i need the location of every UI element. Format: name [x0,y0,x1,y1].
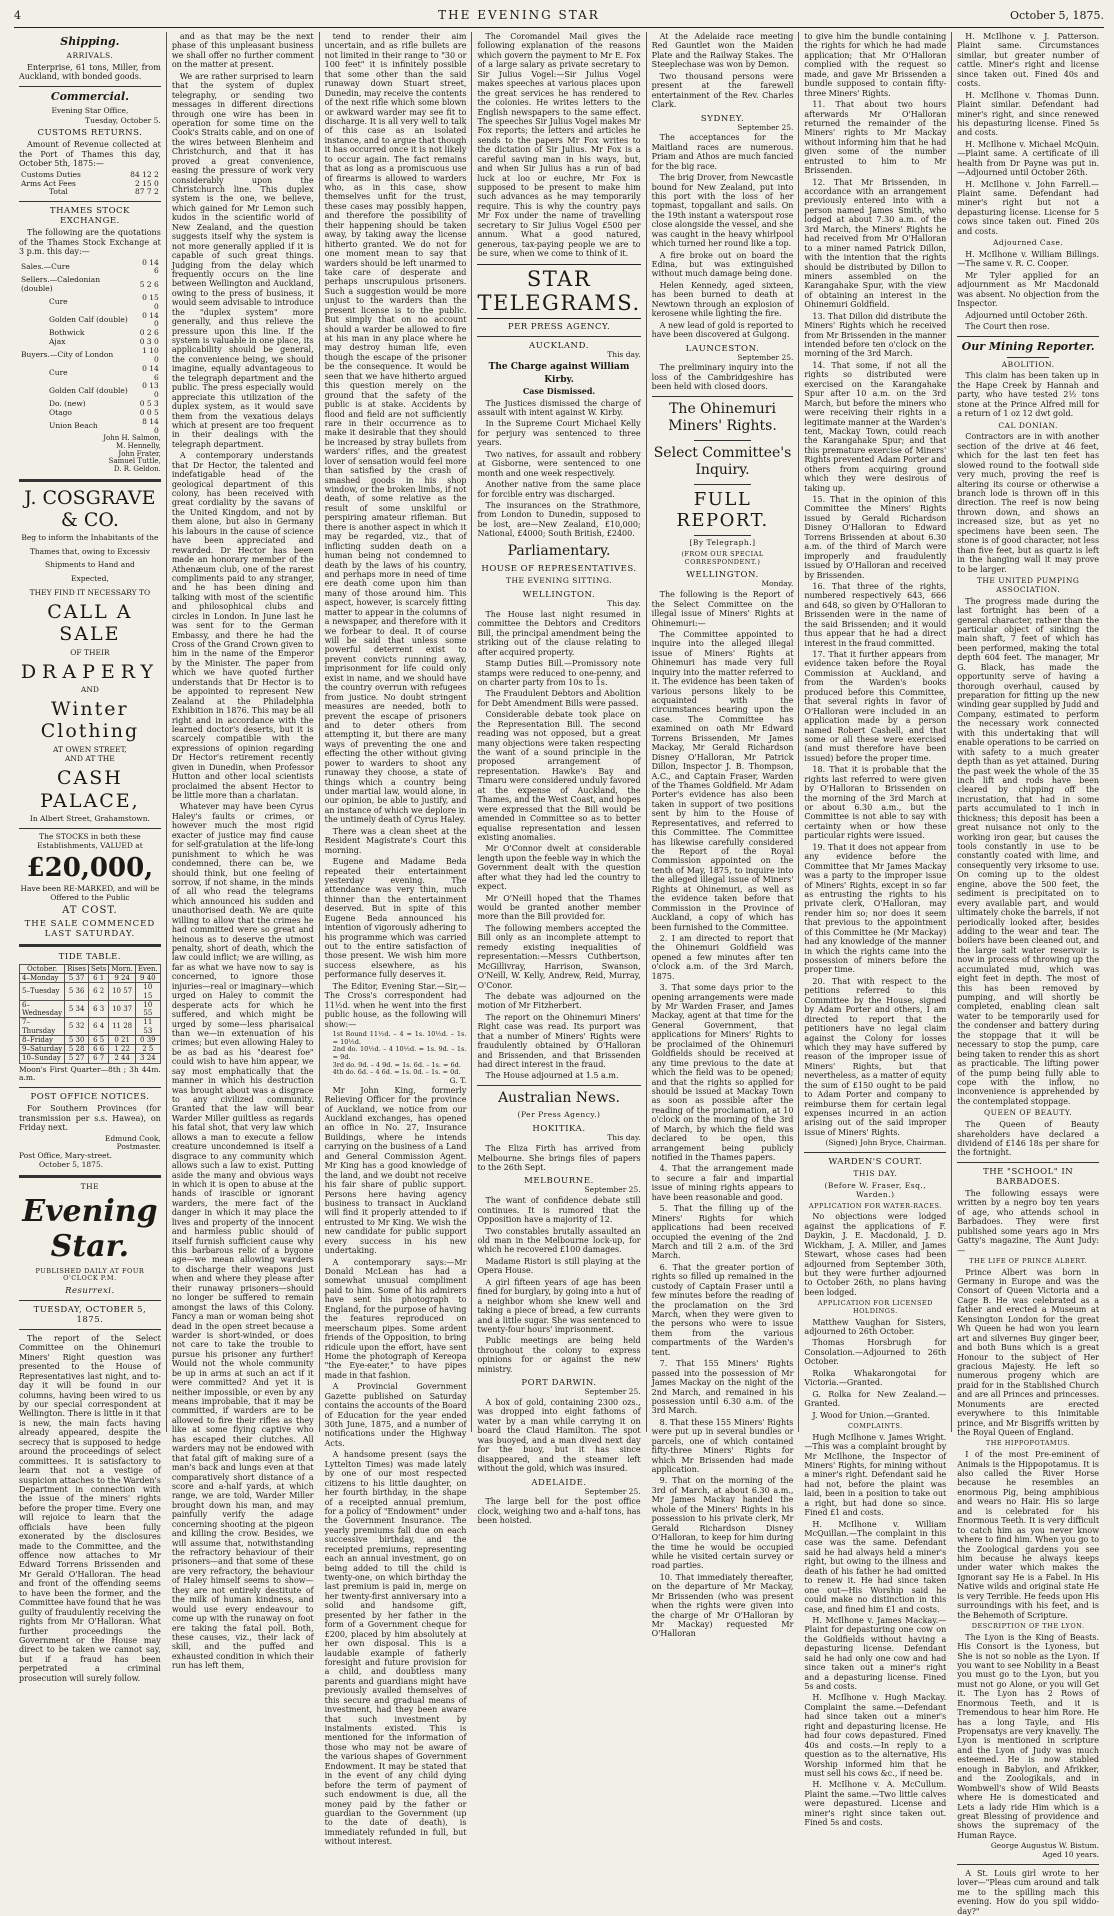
article-paragraph: There was a clean sheet at the Resident Magistrate's Court this morning. [324,826,467,855]
table-row: Customs Duties 84 12 2 [21,169,159,179]
masthead-date: October 5, 1875. [1009,9,1104,22]
article-paragraph: We are rather surprised to learn that the system of duplex telegraphy, or sending two messages in different directions through one wire has been in operation for some time on the Cook's Straits cable, and on one of the wires between Blenheim and Christchurch, and that it has proved a great convenience, easing the pressure of work very considerably upon the Christchurch line. This duplex system is the one, we believe, which gained for Mr Lemon such kudos in the scientific world of New Zealand, and the question suggests itself why the system is not more generally applied if it is capable of such great things. Judging from the delay which frequently occurs on the line between Wellington and Auckland, owing to the press of business, it would seem advisable to introduce the "duplex system" more generally, and thus relieve the pressure upon this line. If the system is valuable in one place, its applicability should be general, the convenience being, we should imagine, equally advantageous to the telegraph department and the public. The press especially would appreciate this utilization of the duplex system, as it would save them from the vexatious delays which at present are too frequent in their dealings with the telegraph department. [171,71,314,449]
nameplate: Evening Star. [22,1193,158,1265]
customs-table [19,171,161,198]
moon-line: Moon's First Quarter—8th ; 3h 44m. a.m. [19,1064,161,1083]
page-number: 4 [14,9,21,22]
customs-intro: Amount of Revenue collected at the Port of Thames this day, October 5th, 1875:— [19,140,161,169]
tide-table [19,964,161,1064]
customs-heading: CUSTOMS RETURNS. [37,128,143,139]
divider [19,944,161,947]
wardens-court-heading: WARDEN'S COURT. [828,1157,923,1168]
table-row: 10–Sunday 5 27 6 7 2 44 3 24 [20,1054,161,1063]
issue-date: TUESDAY, OCTOBER 5, 1875. [33,1304,147,1325]
columns [14,32,1104,1916]
post-office-heading: POST OFFICE NOTICES. [30,1092,150,1103]
table-row: Sellers.—Caledonian (double) 5 2 6 [21,275,159,294]
table-row: 9–Saturday 5 28 6 6 1 22 2 5 [20,1045,161,1054]
article-paragraph: The Coromandel Mail gives the following explanation of the reasons which govern the payment to Mr E. Fox of a large salary as private secretary to Sir Julius Vogel:—Sir Julius Vogel makes speeches at various places upon the great services he has rendered to the colonies. He writes letters to the English newspapers to the same effect. The speeches Sir Julius Vogel makes Mr Fox reports; the letters and articles he sends to the papers Mr Fox writes to the dictation of Sir Julius. Mr Fox is a careful saving man in his ways, but, and when Sir Julius has a run of bad luck at loo or euchre, Mr Fox is supposed to be present to make him such advances as he may temporarily require. This is why the country pays Mr Fox under the name of travelling secretary to Sir Julius Vogel £500 per annum. What a good natured, generous, tax-paying people we are to be sure, when we come to think of it. [477,32,641,259]
article-paragraph: and as that may be the next phase of this unpleasant business we shall offer no further comment on the matter at present. [171,32,314,70]
table-row: Golden Calf (double) 0 13 0 [49,381,159,400]
article-paragraph: Eugene and Madame Beda repeated their entertainment yesterday evening. The attendance was very thin, much thinner than the entertainment deserved. But in spite of this Eugene Beda announced his intention of vigorously adhering to his programme which was carried out to the entire satisfaction of those present. We wish him more success elsewhere, as his performance fully deserves it. [324,857,467,980]
table-row: 8–Friday 5 30 6 5 0 21 0 39 [20,1035,161,1044]
table-row: Arms Act Fees 2 15 0 [21,178,159,188]
table-row: Buyers.—City of London 1 10 0 [21,345,159,364]
office-line: Evening Star Office, [51,105,129,115]
table-row: Union Beach 8 14 0 [49,416,159,435]
star-telegrams-heading: STAR TELEGRAMS. [477,264,640,320]
table-row: Cure 0 15 0 [49,292,159,311]
select-committee-heading: Select Committee's Inquiry. [653,444,792,479]
rounds-list: 1st Round 11½d. – 4 = 1s. 10½d. – 1s. = 10½d. 2nd do. 10½d. – 4 10½d. = 1s. 9d. – 1s. = 9d. 3rd do. 9d. – 4 9d. = 1s. 6d. – 1s. = 6d. 4th do. 6d. – 4 6d. = 1s. 0d. – 1s. = 0d. [332,1029,467,1077]
office-date: Tuesday, October 5. [85,115,161,125]
divider [19,86,161,87]
arrivals-text: Enterprise, 61 tons, Miller, from Auckland, with bonded goods. [19,62,161,82]
table-row: October. Rises Sets Morn. Even. [20,964,161,973]
column-2 [167,32,320,1671]
column-1: Shipping. ARRIVALS. Enterprise, 61 tons, Miller, from Auckland, with bonded goods. Commercial. Evening Star Office, Tuesday, October 5. CUSTOMS RETURNS. Amount of Revenue collected at the Port of Thames this day, October 5th, 1875:— Customs Duties 84 12 2 Arms Act Fees 2 15 0 Total 87 7 2 THAMES STOCK EXCHANGE. The following are the quotations of the Thames Stock Exchange at 3 p.m. this day:— Sales.—Cure 0 14 6 Sellers.—Caledonian (double) 5 2 6 Cure 0 15 0 Golden Calf (double) 0 14 0 Bothwick 0 2 6 Ajax 0 3 0 Buyers.—City of London 1 10 0 Cure 0 14 6 Golden Calf (double) 0 13 0 Do. (new) 0 5 3 Otago 0 0 5 Union Beach 8 14 0 John H. Salmon, M. Hennelly, John Frater, Samuel Tuttle, D. R. Geldon. J. COSGRAVE & CO. Beg to inform the Inhabitants of the Thames that, owing to Excessiv Shipments to Hand and Expected, THEY FIND IT NECESSARY TO CALL A SALE OF THEIR DRAPERY AND Winter Clothing AT OWEN STREET, AND AT THE CASH PALACE, In Albert Street, Grahamstown. The STOCKS in both these Establishments, VALUED at £20,000, Have been RE-MARKED, and will be Offered to the Public AT COST. THE SALE COMMENCED LAST SATURDAY. TIDE TABLE. October. Rises Sets Morn. Even. 4–Monday 5 37 6 1 9 24 9 40 5–Tuesday 5 36 6 2 10 57 10 15 6–Wednesday 5 34 6 3 10 37 10 55 7–Thursday 5 32 6 4 11 28 11 53 8–Friday 5 30 6 5 0 21 0 39 9–Saturday 5 28 6 6 1 22 2 5 10–Sunday 5 27 6 7 2 44 3 24 Moon's First Quarter—8th ; 3h 44m. a.m. POST OFFICE NOTICES. For Southern Provinces (for transmission per s.s. Hawea), on Friday next. Edmund Cook, Postmaster. Post Office, Mary-street. October 5, 1875. THE Evening Star. PUBLISHED DAILY AT FOUR O'CLOCK P.M. Resurrexi. TUESDAY, OCTOBER 5, 1875. The report of the Select Committee on the Ohinemuri Miners' Right question was presented to the House of Representatives last night, and to-day it will be found in our columns, having been wired to us by our special correspondent at Wellington. There is little in it that is new, the main facts having already appeared, despite the secrecy that is supposed to hedge around the proceedings of select committees. It is satisfactory to learn that not a vestige of suspicion attaches to the Warden's Department in connection with the issue of the miners' rights before the proper time. Every one will rejoice to learn that the officials have been fully exonerated by the disclosures made to the Committee, and the offence now attaches to Mr Edward Torrens Brissenden and Mr Gerald O'Halloran. The head and front of the offending seems to have been the former, and the Committee have found that he was guilty of fraudulently receiving the rights from Mr O'Halloran. What further proceedings the Government or the House may direct to be taken we cannot say, but if a fraud has been perpetrated a criminal prosecution will surely follow. [14,32,167,1432]
masthead-title: THE EVENING STAR [438,8,600,22]
article-paragraph: A Provincial Government Gazette published on Saturday contains the accounts of the Board of Education for the year ended 30th June, 1875, and a number of notifications under the Highway Acts. [324,1382,467,1448]
arrivals-heading: ARRIVALS. [66,50,114,60]
table-row: 4–Monday 5 37 6 1 9 24 9 40 [20,974,161,983]
article-paragraph: A contemporary says:—Mr Donald McLean has had a somewhat unusual compliment paid to him. Some of his admirers have sent his photograph to England, for the purpose of having the features reproduced on meerschaum pipes. Some ardent friends of the Opposition, to bring ridicule upon the effort, have sent Home the photograph of Kereopa "the Eye-eater," to have pipes made in that fashion. [324,1257,467,1380]
column-6: to give him the bundle containing the rights for which he had made application; that Mr O'Halloran complied with the request so made, and gave Mr Brissenden a bundle supposed to contain fifty-three Miners' Rights. 11. That about two hours afterwards Mr O'Halloran returned the remainder of the Miners' rights to Mr Mackay without informing him that he had given some of the number entrusted to him to Mr Brissenden. 12. That Mr Brissenden, in accordance with an arrangement previously entered into with a person named James Smith, who lodged at about 7.30 a.m. of the 3rd March, the Miners' Rights he had received from Mr O'Halloran to a miner named Patrick Dillon, with the intention that the rights should be distributed by Dillon to miners assembled on the Karangahake Spur, with the view of obtaining an interest in the Ohinemuri Goldfield. 13. That Dillon did distribute the Miners' Rights which he received from Mr Brissenden in the manner intended before ten o'clock on the morning of the 3rd March. 14. That some, if not all the rights so distributed were exercised on the Karangahake Spur after 10 a.m. on the 3rd March, but before the miners who were receiving their rights in a legitimate manner at the Warden's tent, Mackay Town, could reach the Karangahake Spur; and that this premature exercise of Miners' Rights prevented Adam Porter and others from acquiring ground which they were desirous of taking up. 15. That in the opinion of this Committee the Miners' Rights issued by Gerald Richardson Disney O'Halloran to Edward Torrens Brissenden at about 6.30 a.m. of the third of March were improperly and fraudulently issued by O'Halloran and received by Brissenden. 16. That three of the rights, numbered respectively 643, 666 and 648, so given by O'Halloran to Brissenden were in the name of the said Brissenden; and it would thus appear that he had a direct interest in the fraud committed. 17. That it further appears from evidence taken before the Royal Commission at Auckland, and from the Warden's books produced before this Committee, that several rights in favor of O'Halloran were included in an application made by a person named Robert Cashell, and that some or all these were exercised (and must therefore have been issued) before the proper time. 18. That it is probable that the rights last referred to were given by O'Halloran to Brissenden on the morning of the 3rd March at or about 6.30 a.m., but the Committee is not able to say with certainty when or how these particular rights were issued. 19. That it does not appear from any evidence before the Committee that Mr James Mackay was a party to the improper issue of Miners' Rights, except in so far as entrusting the rights to his private clerk, O'Halloran, may render him so; nor does it seem that previous to the appointment of this Committee he (Mr Mackay) had any knowledge of the manner in which the rights came into the possession of miners before the proper time. 20. That with respect to the petitions referred to this Committee by the House, signed by Adam Porter and others, I am directed to report that the petitioners have no legal claim against the Colony for losses which they may have suffered by reason of the improper issue of Miners' Rights, but that nevertheless, as a matter of equity the sum of £150 ought to be paid to Adam Porter and company to reimburse them for certain legal expenses incurred in an action arising out of the said improper issue of Miners' Rights. (Signed) John Bryce, Chairman. WARDEN'S COURT. THIS DAY. (Before W. Fraser, Esq., Warden.) APPLICATION FOR WATER-RACES. No objections were lodged against the applications of F. Daykin, J. E. Macdonald, J. D. Wickham, J. A. Miller, and James Stewart, whose cases had been adjourned from September 30th, but they were further adjourned to October 26th, no plans having been lodged. APPLICATION FOR LICENSED HOLDINGS. Matthew Vaughan for Sisters, adjourned to 26th October. Thomas Horsbrugh for Consolation.—Adjourned to 26th October. Rolka Whakarongotai for Victoria.—Granted. G. Rolka for New Zealand.—Granted. J. Wood for Union.—Granted. COMPLAINTS. Hugh McIlhone v. James Wright.—This was a complaint brought by Mr McIlhone, the Inspector of Miners' Rights, for mining without a miner's right. Defendant said he had not, before the plaint was laid, been in a position to take out a right, but had done so since. Fined £1 and costs. H. McIlhone v. William McQuillan.—The complaint in this case was the same. Defendant said he had always held a miner's right, but owing to the illness and death of his father he had omitted to renew it. He had since taken one out—His Worship said he could make no distinction in this case, and fined him £1 and costs. H. McIlhone v. James Mackay.—Plaint for depasturing one cow on the Goldfields without having a depasturing license. Defendant said he had only one cow and had since taken out a miner's right and a depasturing license. Fined 5s and costs. H. McIlhone v. Hugh Mackay. Complaint the same.—Defendant had since taken out a miner's right and depasturing license. He had four cows depastured. Fined 40s and costs.—In reply to a question as to the alternative, His Worship informed him that he must sell his cows &c., if need be. H. McIlhone v. A. McCullum. Plaint the same.—Two little calves were depastured. License and miner's right since taken out. Fined 5s and costs. [799,32,952,1432]
article-paragraph: The Editor, Evening Star.—Sir,—The Cross's correspondent had 11½d. when he went into the first public house, as the following will show:— [324,981,467,1029]
table-row: 6–Wednesday 5 34 6 3 10 37 10 55 [20,1000,161,1018]
article-paragraph: tend to render their aim uncertain, and as rifle bullets are not limited in their range to "30 or 100 feet" it is infinitely possible that some other than the said runaway down Stuart street, Dunedin, may receive the contents of the next rifle which some blown or awkward warder may see fit to discharge. It is all very well to talk of this case as an isolated instance, and to argue that though it has occurred once it is not likely to occur again. The fact remains that as long as a promiscuous use of firearms is allowed to warders who, as in this case, show themselves unfit for the trust, these cases may possibly happen, and therefore the possibility of their happening should be taken away, by taking away the license hitherto granted. We do not for one moment mean to say that warders should be left unarmed to take care of desperate and perhaps unscrupulous prisoners. Such a suggestion would be more unjust to the warders than the present license is to the public. But simply that on no account should a warder be allowed to fire at his man in any place where he may destroy human life, even though the escape of the prisoner be the consequence. It would be seen that we have hitherto argued this question merely on the ground that the safety of the public is at stake. Accidents by flood and field are not sufficiently rare in their occurrence as to make it desirable that they should be increased by stray bullets from warders' rifles, and the greatest lover of sensation would feel more than satisfied by the crash of smashed goods in his shop window, or the broken limbs, if not death, of some relative as the result of some unskilful or perspiring amateur rifleman. But there is another aspect in which it may be regarded, viz., that of inflicting sudden death on a human being not condemned to death by the laws of his country, and perhaps more in need of time ere death come upon him than many of those around him. This aspect, however, is scarcely fitting matter to appear in the columns of a newspaper, and therefore with it we forbear to deal. It of course will be said that unless some powerful deterrent exist to prevent convicts running away, imprisonment for life could only exist in name, and we should have the country overrun with refugees from justice. No doubt stringent measures are needed, both to prevent the escape of prisoners and to deter others from attempting it, but there are many ways of preventing the one and effecting the other without giving power to warders to shoot any runaway they choose, a state of things which a country being under martial law, would alone, in our opinion, be able to justify, and an instance of which we deplore in the untimely death of Cyrus Haley. [324,32,467,825]
table-row: Golden Calf (double) 0 14 0 [49,310,159,329]
leader-article: The report of the Select Committee on the Ohinemuri Miners' Right question was presented to the House of Representatives last night, and to-day it will be found in our columns, having been wired to us by our special correspondent at Wellington. There is little in it that is new, the main facts having already appeared, despite the secrecy that is supposed to hedge around the proceedings of select committees. It is satisfactory to learn that not a vestige of suspicion attaches to the Warden's Department in connection with the issue of the miners' rights before the proper time. Every one will rejoice to learn that the officials have been fully exonerated by the disclosures made to the Committee, and the offence now attaches to Mr Edward Torrens Brissenden and Mr Gerald O'Halloran. The head and front of the offending seems to have been the former, and the Committee have found that he was guilty of fraudulently receiving the rights from Mr O'Halloran. What further proceedings the Government or the House may direct to be taken we cannot say, but if a fraud has been perpetrated a criminal prosecution will surely follow. [19,1333,161,1683]
column-3: tend to render their aim uncertain, and as rifle bullets are not limited in their range to "30 or 100 feet" it is infinitely possible that some other than the said runaway down Stuart street, Dunedin, may receive the contents of the next rifle which some blown or awkward warder may see fit to discharge. It is all very well to talk of this case as an isolated instance, and to argue that though it has occurred once it is not likely to occur again. The fact remains that as long as a promiscuous use of firearms is allowed to warders who, as in this case, show themselves unfit for the trust, these cases may possibly happen, and therefore the possibility of their happening should be taken away, by taking away the license hitherto granted. We do not for one moment mean to say that warders should be left unarmed to take care of desperate and perhaps unscrupulous prisoners. Such a suggestion would be more unjust to the warders than the present license is to the public. But simply that on no account should a warder be allowed to fire at his man in any place where he may destroy human life, even though the escape of the prisoner be the consequence. It would be seen that we have hitherto argued this question merely on the ground that the safety of the public is at stake. Accidents by flood and field are not sufficiently rare in their occurrence as to make it desirable that they should be increased by stray bullets from warders' rifles, and the greatest lover of sensation would feel more than satisfied by the crash of smashed goods in his shop window, or the broken limbs, if not death, of some relative as the result of some unskilful or perspiring amateur rifleman. But there is another aspect in which it may be regarded, viz., that of inflicting sudden death on a human being not condemned to death by the laws of his country, and perhaps more in need of time ere death come upon him than many of those around him. This aspect, however, is scarcely fitting matter to appear in the columns of a newspaper, and therefore with it we forbear to deal. It of course will be said that unless some powerful deterrent exist to prevent convicts running away, imprisonment for life could only exist in name, and we should have the country overrun with refugees from justice. No doubt stringent measures are needed, both to prevent the escape of prisoners and to deter others from attempting it, but there are many ways of preventing the one and effecting the other without giving power to warders to shoot any runaway they choose, a state of things which a country being under martial law, would alone, in our opinion, be able to justify, and an instance of which we deplore in the untimely death of Cyrus Haley. There was a clean sheet at the Resident Magistrate's Court this morning. Eugene and Madame Beda repeated their entertainment yesterday evening. The attendance was very thin, much thinner than the entertainment deserved. But in spite of this Eugene Beda announced his intention of vigorously adhering to his programme which was carried out to the entire satisfaction of those present. We wish him more success elsewhere, as his performance fully deserves it. The Editor, Evening Star.—Sir,—The Cross's correspondent had 11½d. when he went into the first public house, as the following will show:— 1st Round 11½d. – 4 = 1s. 10½d. – 1s. = 10½d. 2nd do. 10½d. – 4 10½d. = 1s. 9d. – 1s. = 9d. 3rd do. 9d. – 4 9d. = 1s. 6d. – 1s. = 6d. 4th do. 6d. – 4 6d. = 1s. 0d. – 1s. = 0d. G. T. Mr John King, formerly Relieving Officer for the province of Auckland, we notice from our Auckland exchanges, has opened an office in No. 27, Insurance Buildings, where he intends carrying on the business of a Land and General Commission Agent. Mr King has a good knowledge of the land, and we doubt not receive his fair share of public support. Persons here having agency business to transact in Auckland will find it properly attended to if entrusted to Mr King. We wish the new candidate for public support every success in his new undertaking. A contemporary says:—Mr Donald McLean has had a somewhat unusual compliment paid to him. Some of his admirers have sent his photograph to England, for the purpose of having the features reproduced on meerschaum pipes. Some ardent friends of the Opposition, to bring ridicule upon the effort, have sent Home the photograph of Kereopa "the Eye-eater," to have pipes made in that fashion. A Provincial Government Gazette published on Saturday contains the accounts of the Board of Education for the year ended 30th June, 1875, and a number of notifications under the Highway Acts. A handsome present (says the Lyttelton Times) was made lately by one of our most respected citizens to his little daughter, on her fourth birthday, in the shape of a receipted annual premium, for a policy of "Endowment" under the Government Insurance. The yearly premiums fall due on each successive birthday, and the receipted premiums, representing each an annual investment, go on being added to till the child is twenty-one, on which birthday the last premium is paid in, merge on her twenty-first anniversary into a solid and handsome gift, presented by her father in the form of a Government cheque for £200, placed by him absolutely at her own disposal. This is a laudable example of fatherly foresight and future provision for a child, and doubtless many parents and guardians might have previously availed themselves of this secure and gradual means of investment, had they been aware that such investment by instalments existed. This is mentioned for the information of those who may not be aware of the various shapes of Government Endowment. It may be stated that in the event of any child dying before the term of payment of such endowment is due, all the money paid by the father or guardian to the Government (up to the date of death), is immediately refunded in full, but without interest. [320,32,473,1432]
cosgrave-advertisement: J. COSGRAVE & CO. Beg to inform the Inhabitants of the Thames that, owing to Excessiv Shipments to Hand and Expected, THEY FIND IT NECESSARY TO CALL A SALE OF THEIR DRAPERY AND Winter Clothing AT OWEN STREET, AND AT THE CASH PALACE, In Albert Street, Grahamstown. The STOCKS in both these Establishments, VALUED at £20,000, Have been RE-MARKED, and will be Offered to the Public AT COST. THE SALE COMMENCED LAST SATURDAY. [20,486,160,939]
ad-firm-name: J. COSGRAVE & CO. [24,486,156,532]
article-paragraph: A handsome present (says the Lyttelton Times) was made lately by one of our most respected citizens to his little daughter, on her fourth birthday, in the shape of a receipted annual premium, for a policy of "Endowment" under the Government Insurance. The yearly premiums fall due on each successive birthday, and the receipted premiums, representing each an annual investment, go on being added to till the child is twenty-one, on which birthday the last premium is paid in, merge on her twenty-first anniversary into a solid and handsome gift, presented by her father in the form of a Government cheque for £200, placed by him absolutely at her own disposal. This is a laudable example of fatherly foresight and future provision for a child, and doubtless many parents and guardians might have previously availed themselves of this secure and gradual means of investment, had they been aware that such investment by instalments existed. This is mentioned for the information of those who may not be aware of the various shapes of Government Endowment. It may be stated that in the event of any child dying before the term of payment of such endowment is due, all the money paid by the father or guardian to the Government (up to the date of death), is immediately refunded in full, but without interest. [324,1450,467,1847]
article-paragraph: A contemporary understands that Dr Hector, the talented and indefatigable head of the geological department of this colony, has been received with great cordiality by the savans of the United Kingdom, and not by them alone, but also in Germany his labours in the cause of science have been appreciated and rewarded. Dr Hector has been made an honorary member of the Athenæum club, one of the rarest compliments paid to any stranger, and he has been dining and talking with most of the scientific and philosophical clubs and circles in London. In June last he was sent for to the German Embassy, and there he had the Cross of the Grand Crown given to him in the name of the Emperor by the Minister. The paper from which we have quoted further understands that Dr Hector is to be appointed to represent New Zealand at the Philadelphia Exhibition in 1876. This may be all right and in accordance with the learned doctor's deserts, but it is scarcely compatible with the expressions of opinion regarding Dr Hector's retirement recently given in Dunedin, when Professor Hutton and other local scientists proclaimed the absent Hector to be little more than a charlatan. [171,451,314,800]
school-barbadoes-heading: THE "SCHOOL" IN BARBADOES. [983,1166,1074,1187]
stock-table [19,259,161,436]
table-row: Otago 0 0 5 [49,407,159,417]
column-5: At the Adelaide race meeting Red Gauntlet won the Maiden Plate and the Railway Stakes. The Steeplechase was won by Demon. Two thousand persons were present at the farewell entertainment of the Rev. Charles Clark. SYDNEY. September 25. The acceptances for the Maitland races are numerous. Priam and Athos are much fancied for the big race. The brig Drover, from Newcastle bound for New Zealand, put into this port with the loss of her topmast, topgallant and sails. On the 19th instant a waterspout rose close alongside the vessel, and she was caught in the heavy whirlpool which turned her round like a top. A fire broke out on board the Edina, but was extinguished without much damage being done. Helen Kennedy, aged sixteen, has been burned to death at Newtown through an explosion of kerosene while lighting the fire. A new lead of gold is reported to have been discovered at Gulgong. LAUNCESTON. September 25. The preliminary inquiry into the loss of the Cambridgeshire has been held with closed doors. The Ohinemuri Miners' Rights. Select Committee's Inquiry. FULL REPORT. [By Telegraph.] (FROM OUR SPECIAL CORRESPONDENT.) WELLINGTON. Monday. The following is the Report of the Select Committee on the illegal issue of Miners' Rights at Ohinemuri:— The Committee appointed to inquire into the alleged illegal issue of Miners' Rights at Ohinemuri has made very full inquiry into the matter referred to it. The evidence has been taken of various persons likely to be acquainted with the circumstances bearing upon the case. The Committee has examined on oath Mr Edward Torrens Brissenden, Mr James Mackay, Mr Gerald Richardson Disney O'Halloran, Mr Patrick Dillon, Inspector J. B. Thompson, A.C., and Captain Fraser, Warden of the Thames Goldfield. Mr Adam Porter's evidence has also been taken in support of two positions sent by him to the House of Representatives, and referred to this Committee. The Committee has likewise carefully considered the Report of the Royal Commission appointed on the tenth of May, 1875, to inquire into the alleged illegal issue of Miners' Rights at Ohinemuri, as well as the evidence taken before that Commission in the Province of Auckland, a copy of which has been furnished to the Committee. 2. I am directed to report that the Ohinemuri Goldfield was opened a few minutes after ten o'clock a.m. of the 3rd March, 1875. 3. That some days prior to the opening arrangements were made by Mr Warden Fraser, and James Mackay, agent at that time for the General Government, that applications for Miners' Rights to be proclaimed of the Ohinemuri Goldfields should be received at any time previous to the date at which the field was to be opened; and that the rights so applied for should be issued at Mackay Town as soon as possible after the reading of the proclamation, at 10 o'clock on the morning of the 3rd of March, by which the field was declared to be open, this arrangement being publicly notified in the Thames papers. 4. That the arrangement made to secure a fair and impartial issue of mining rights appears to have been reasonable and good. 5. That the filling up of the Miners' Rights for which applications had been received occupied the evening of the 2nd March and till 2 a.m. of the 3rd March. 6. That the greater portion of rights so filled up remained in the custody of Captain Fraser until a few minutes before the reading of the proclamation on the 3rd March, when they were given to the persons who were to issue them from the various compartments of the Warden's tent. 7. That 155 Miners' Rights passed into the possession of Mr James Mackay on the night of the 2nd March, and remained in his possession until 6.30 a.m. of the 3rd March. 8. That these 155 Miners' Rights were put up in several bundles or parcels, one of which contained fifty-three Miners' Rights for which Mr Brissenden had made application. 9. That on the morning of the 3rd of March, at about 6.30 a.m., Mr James Mackay handed the whole of the Miners' Rights in his possession to his private clerk, Mr Gerald Richardson Disney O'Halloran, to keep for him during the time he would be occupied while he visited certain survey or road parties. 10. That immediately thereafter, on the departure of Mr Mackay, Mr Brissenden (who was present when the rights were given into the charge of Mr O'Halloran by Mr Mackay) requested Mr O'Halloran [647,32,800,1432]
mining-reporter-heading: Our Mining Reporter. [961,339,1095,353]
ohinemuri-heading: The Ohinemuri Miners' Rights. [668,400,777,435]
masthead [14,8,1104,28]
table-row: Sales.—Cure 0 14 6 [21,257,159,276]
commercial-heading: Commercial. [50,89,129,103]
stock-heading: THAMES STOCK EXCHANGE. [49,206,130,227]
stock-intro: The following are the quotations of the Thames Stock Exchange at 3 p.m. this day:— [19,228,161,257]
broker-signatures: John H. Salmon, M. Hennelly, John Frater, Samuel Tuttle, D. R. Geldon. [103,434,161,474]
table-row: 5–Tuesday 5 36 6 2 10 57 10 15 [20,983,161,1001]
column-4: The Coromandel Mail gives the following explanation of the reasons which govern the payment to Mr E. Fox of a large salary as private secretary to Sir Julius Vogel:—Sir Julius Vogel makes speeches at various places upon the great services he has rendered to the colonies. He writes letters to the English newspapers to the same effect. The speeches Sir Julius Vogel makes Mr Fox reports; the letters and articles he sends to the papers Mr Fox writes to the dictation of Sir Julius. Mr Fox is a careful saving man in his ways, but, and when Sir Julius has a run of bad luck at loo or euchre, Mr Fox is supposed to be present to make him such advances as he may temporarily require. This is why the country pays Mr Fox under the name of travelling secretary to Sir Julius Vogel £500 per annum. What a good natured, generous, tax-paying people we are to be sure, when we come to think of it. STAR TELEGRAMS. PER PRESS AGENCY. AUCKLAND. This day. The Charge against William Kirby. Case Dismissed. The Justices dismissed the charge of assault with intent against W. Kirby. In the Supreme Court Michael Kelly for perjury was sentenced to three years. Two natives, for assault and robbery at Gisborne, were sentenced to one month and one week respectively. Another native from the same place for forcible entry was discharged. The insurances on the Strathmore, from London to Dunedin, supposed to be lost, are—New Zealand, £10,000; National, £4000; South British, £2400. Parliamentary. HOUSE OF REPRESENTATIVES. THE EVENING SITTING. WELLINGTON. This day. The House last night resumed in committee the Debtors and Creditors Bill, the principal amendment being the striking out of the clause relating to after acquired property. Stamp Duties Bill.—Promissory note stamps were reduced to one-penny, and on charter party from 10s to 1s. The Fraudulent Debtors and Abolition for Debt Amendment Bills were passed. Considerable debate took place on the Representation Bill. The second reading was not opposed, but a great many objections were taken respecting the want of a sound principle in the proposed arrangement of representation. Hawke's Bay and Timaru were considered unduly favored at the expense of Auckland, the Thames, and the West Coast, and hopes were expressed that the Bill would be amended in Committee so as to better equalise representation and lessen existing anomalies. Mr O'Connor dwelt at considerable length upon the feeble way in which the Government dealt with the question after what they had led the country to expect. Mr O'Neill hoped that the Thames would be granted another member more than the Bill provided for. The following members accepted the Bill only as an incomplete attempt to remedy existing inequalities of representation:—Messrs Cuthbertson, McGillivray, Harrison, Swanson, O'Neill, W. Kelly, Andrew, Reid, Murray, O'Conor. The debate was adjourned on the motion of Mr Fitzherbert. The report on the Ohinemuri Miners' Right case was read. Its purport was that a number of Miners' Rights were fraudulently obtained by O'Halloran and Brissenden, and that Brissenden had direct interest in the fraud. The House adjourned at 1.5 a.m. Australian News. (Per Press Agency.) HOKITIKA. This day. The Eliza Firth has arrived from Melbourne. She brings files of papers to the 26th Sept. MELBOURNE. September 25. The want of confidence debate still continues. It is rumored that the Opposition have a majority of 12. Two constables brutally assaulted an old man in the Melbourne lock-up, for which he recovered £100 damages. Madame Ristori is still playing at the Opera House. A girl fifteen years of age has been fined for burglary, by going into a hut of a neighbor whom she knew well and taking a piece of bread, a few currants and a little sugar. She was sentenced to twenty-four hours' imprisonment. Public meetings are being held throughout the colony to express opinions for or against the new ministry. PORT DARWIN. September 25. A box of gold, containing 2300 ozs., was dropped into eight fathoms of water by a man while carrying it on board the Claud Hamilton. The spot was buoyed, and a man dived next day for the buoy, but it has since disappeared, and the steamer left without the gold, which was insured. ADELAIDE. September 25. The large bell for the post office clock, weighing two and a-half tons, has been hoisted. [472,32,646,1432]
divider [19,201,161,202]
shipping-heading: Shipping. [60,35,120,48]
table-row: 7–Thursday 5 32 6 4 11 28 11 53 [20,1018,161,1036]
divider [19,479,161,482]
full-report-heading: FULL REPORT. [676,488,769,531]
table-row: Do. (new) 0 5 3 [49,399,159,409]
australian-news-heading: Australian News. [498,1089,620,1106]
column-7: H. McIlhone v. J. Patterson. Plaint same. Circumstances similar, but greater number of cattle. Miner's right and license since taken out. Fined 40s and costs. H. McIlhone v. Thomas Dunn. Plaint similar. Defendant had miner's right, and since renewed his depasturing license. Fined 5s and costs. H. McIlhone v. Michael McQuin.—Plaint same. A certificate of ill health from Dr Payne was put in.—Adjourned until October 26th. H. McIlhone v. John Farrell.—Plaint same. Defendant had miner's right but not a depasturing license. License for 5 cows since taken out. Fined 20s and costs. Adjourned Case. H. McIlhone v. William Billings.—The same v. R. C. Cooper. Mr Tyler applied for an adjournment as Mr Macdonald was absent. No objection from the Inspector. Adjourned until October 26th. The Court then rose. Our Mining Reporter. ABOLITION. This claim has been taken up in the Hape Creek by Hannah and party, who have tested 2½ tons stone at the Prince Alfred mill for a return of 1 oz 12 dwt gold. CAL DONIAN. Contractors are in with another section of the drive at 46 feet, which for the last ten feet has slowed round to the footwall side very much, proving the reef is altering its course or otherwise a branch lode is thrown off in this direction. The reef is now being thrown down, and shows an increased size, but as yet no specimens have been seen. The stone is of good character, not less than five feet, but as quartz is left in the hanging wall it may prove to be larger. THE UNITED PUMPING ASSOCIATION. The progress made during the last fortnight has been of a general character, rather than the particular object of sinking the main shaft, 7 feet of which has been performed, making the total depth 604 feet. The manager, Mr G. Black, has made the opportunity serve of having a thorough overhaul, caused by preparation for fitting up the new winding gear supplied by Judd and Company, estimated to perform the necessary work connected with this undertaking that will enable operations to be carried on with safety to a much greater depth than as yet attained. During the past week the whole of the 35 inch lift and rods have been cleared by chipping off the incrustation, that had in some parts accumulated to 1 inch in thickness; this deposit has been a great nuisance not only to the working iron gear, but causes the tools constantly in use to be constantly coated with lime, and consequently very irksome to use. On coming up to the oldest engine, above the 500 feet, the sediment is precipitated on to every available part, and would ultimately choke the barrels, if not periodically looked after, besides adding to the wear and tear. The boilers have been cleaned out, and the large salt water reservoir is now in process of throwing up the accumulated mud, which was eight feet in depth. The most of this has been removed by pumping, and will shortly be completed, enabling clean salt water to be temporarily used for the condenser and battery during the stoppage that it will be necessary to stop the pump, care being taken to render this as short as practicable. The lifting power of the pump being fully able to cope with the inflow, no inconvenience is apprehended by the contemplated stoppage. QUEEN OF BEAUTY. The Queen of Beauty shareholders have declared a dividend of £146 18s per share for the fortnight. THE "SCHOOL" IN BARBADOES. The following essays were written by a negro boy ten years of age, who attends school in Barbadoes. They were first published some years ago in Mrs Gatty's magazine, The Aunt Judy:— THE LIFE OF PRINCE ALBERT. Prince Albert was born in Germany in Europe and was the Consort of Queen Victoria and a Cage B. He was celebrated as a father and erected a Museum at Kensington London for the great Wh Queen he had won you learn art and silvernes Buy ginger beer, and both Buns which is a great Honour to the subject of Her gracious Majesty. He left so numerous progeny which are praid for in the Stablished Church and are all Princes and princesses. Monuments are erected everywhere to this Inimitable prince, and Mr Bisgriffs written by the Royal Queen of England. THE HIPPOPOTAMUS. I of the most Pre-eminent of Animals is the Hippopotamus. It is also called the River Horse because he resembles an enormous Pig, being amphibious and wears no Hair. His so large and is celebrated for his Enormous Teeth. It is very difficult to catch him as you never know where to find him. When you go to the Zoological gardens you see him because he always keeps under water which makes the Ignorant say He is a Fabel. In His Native wilds and original state He is very Terrible. He feeds upon His surroundings with his feet, and is the Behemoth of Scripture. DESCRIPTION OF THE LYON. The Lyon is the King of Beasts. His Consort is the Lyoness, but She is not so noble as the Lyon. If you want to see Nobility in a Beast you must go to the Lyon, but you must not go Alone, or you will Get it. The Lyon has 2 Rows of Enormous Teeth, and it is Tremendous to hear him Rore. He has a long Tayle, and His Propensatys are very knavelly. The Lyon is mentioned in scripture and the Lyon of Judy was much esteemed. He is now stabled enough in Babylon, and Afrikker, and the Zoologikals, and in Wombwell's show of Wild Beasts where He is domesticated and Lets a lady ride Him which is a great Blessing of providence and shows the supremacy of the Human Rayce. George Augustus W. Bistum. Aged 10 years. A St. Louis girl wrote to her lover—"Pleas cum around and talk me to the spilling mach this evening. How do you spil widdo-day?" [957,32,1100,1916]
post-office-text: For Southern Provinces (for transmission per s.s. Hawea), on Friday next. [19,1104,161,1133]
article-paragraph: Whatever may have been Cyrus Haley's faults or crimes, or however much the most rigid exacter of justice may find cause for self-gratulation at the life-long punishment to which he was condemned, there can be, we should think, but one feeling of sorrow, if not shame, in the minds of all who read the telegrams which announced his sudden and unauthorised death. We are quite willing to allow that the crimes he had committed were so great and heinous as to deserve the utmost penalty, short of death, which the law could inflict; we are willing, as far as what we have now to say is concerned, to ignore those injuries—real or imaginary—which urged on Haley to commit the desperate acts for which he suffered, and which might be urged by some—less pharisaical than we—in extenuation of his crimes; but even allowing Haley to be as bad as his "dearest foe" could wish to have him appear, we say most emphatically that the manner in which his destruction was brought about was a disgrace to any civilized community. Granted that the law will bear Warder Miller guiltless as regards his fatal shot, that very law which allows a man to execute a fellow creature uncondemned is itself a disgrace to any community which allows such a law to exist. Putting aside the many and obvious ways in which it is open to abuse at the hands of irascible or ignorant warders, the mere fact of the danger in which it may place the lives and property of the innocent and harmless public should of itself furnish sufficient cause why this barbarous relic of a bygone age—we mean allowing warders to discharge their weapons just when and where they please after their runaway prisoners—should no longer be suffered to remain amongst the laws of this Colony. Fancy a man or woman being shot dead in the open street because a warder is short-winded, or does not care to take the trouble to pursue his prisoner any further! Would not the whole community be up in arms at such an act if it were committed? And yet it is neither impossible, or even by any means improbable, that it may be committed, if warders are to be allowed to fire their rifles as they like at some flying captive who has escaped their clutches. All warders may not be endowed with that fatal gift of making sure of a man's back and lungs even at that comparatively short distance of a score and a-half yards, at which range, we are told, Warder Miller brought down his man, and may painfully verify the adage concerning shooting at the pigeon and killing the crow. Besides, we will assume that, notwithstanding the refractory behaviour of their prisoners—and that some of these are very refractory, the behaviour of Haley himself seems to show—they are not entirely destitute of the milk of human kindness, and would use every endeavour to come up with the runaway on foot ere taking the fatal poll. Both, these causes, viz., their lack of skill, and the puffed and exhausted condition in which their run has left them, [171,802,314,1671]
tide-table-heading: TIDE TABLE. [58,951,122,962]
article-paragraph: Mr John King, formerly Relieving Officer for the province of Auckland, we notice from our Auckland exchanges, has opened an office in No. 27, Insurance Buildings, where he intends carrying on the business of a Land and General Commission Agent. Mr King has a good knowledge of the land, and we doubt not receive his fair share of public support. Persons here having agency business to transact in Auckland will find it properly attended to if entrusted to Mr King. We wish the new candidate for public support every success in his new undertaking. [324,1085,467,1256]
table-row: Total 87 7 2 [49,187,159,197]
table-row: Cure 0 14 6 [49,363,159,382]
table-row: Bothwick 0 2 6 [49,328,159,338]
table-row: Ajax 0 3 0 [49,337,159,347]
parliamentary-heading: Parliamentary. [507,542,611,559]
